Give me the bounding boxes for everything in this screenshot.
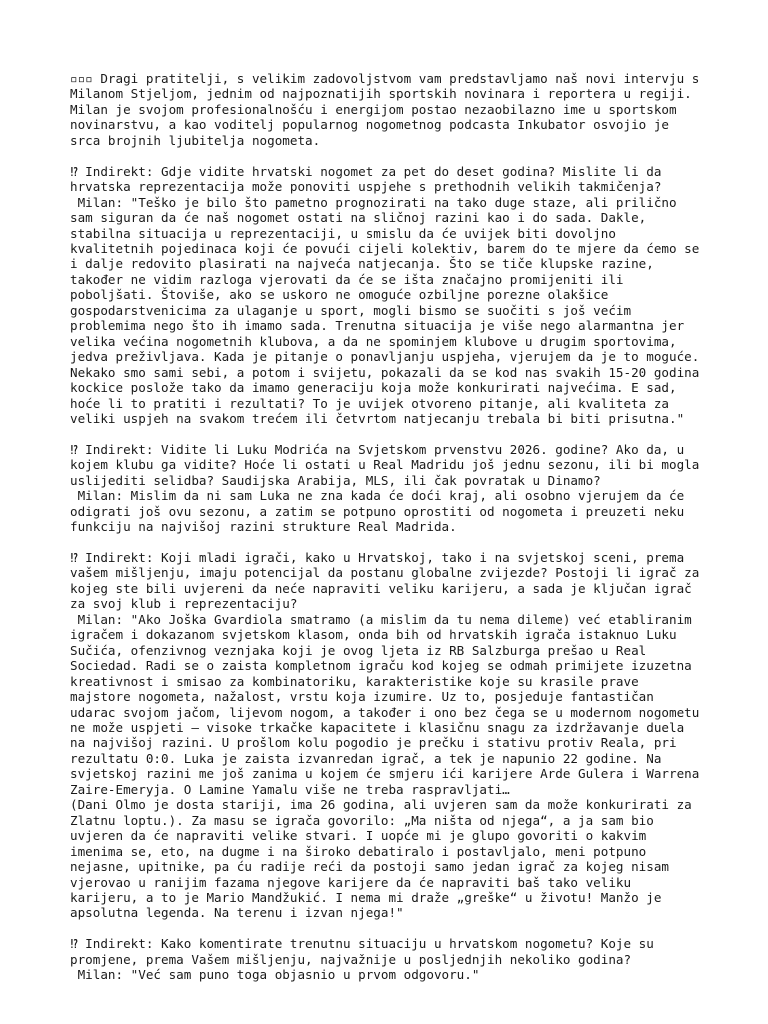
text-line: Zlatnu loptu.). Za masu se igrača govorilo: „Ma ništa od njega“, a ja sam bio (70, 812, 654, 828)
paragraph (70, 936, 710, 982)
text-line: promjene, prema Vašem mišljenju, najvažnije u posljednjih nekoliko godina? (70, 951, 632, 967)
text-line: za svoj klub i reprezentaciju? (70, 596, 298, 612)
text-line: majstore nogometa, nažalost, vrstu koja izumire. Uz to, posjeduje fantastičan (70, 689, 654, 705)
text-line: velika većina nogometnih klubova, a da ne spominjem klubove u drugim sportovima, (70, 333, 677, 349)
text-line: stabilna situacija u reprezentaciji, u smislu da će uvijek biti dovoljno (70, 225, 616, 241)
text-line: također ne vidim razloga vjerovati da će se išta značajno promijeniti ili (70, 271, 624, 287)
text-line: apsolutna legenda. Na terenu i izvan njega!" (70, 905, 404, 921)
text-line: sam siguran da će naš nogomet ostati na sličnoj razini kao i do sada. Dakle, (70, 210, 647, 226)
text-line: uvjeren da će napraviti velike stvari. I uopće mi je glupo govoriti o kakvim (70, 828, 647, 844)
text-line: Milan: "Već sam puno toga objasnio u prvom odgovoru." (70, 967, 480, 983)
text-line: novinarstvu, a kao voditelj popularnog nogometnog podcasta Inkubator osvojio je (70, 117, 669, 133)
text-line: jedva preživljava. Kada je pitanje o ponavljanju uspjeha, vjerujem da je to moguće. (70, 349, 700, 365)
text-line: veliki uspjeh na svakom trećem ili četvrtom natjecanju trebala bi biti prisutna." (70, 410, 685, 426)
text-line: poboljšati. Štoviše, ako se uskoro ne omoguće ozbiljne porezne olakšice (70, 287, 609, 303)
text-line: kojem klubu ga vidite? Hoće li ostati u Real Madridu još jednu sezonu, ili bi mogla (70, 457, 700, 473)
text-line: na najvišoj razini. U prošlom kolu pogodio je prečku i stativu protiv Reala, pri (70, 735, 677, 751)
text-line: kockice poslože tako da imamo generaciju koja može konkurirati najvećima. E sad, (70, 380, 677, 396)
text-line: funkciju na najvišoj razini strukture Real Madrida. (70, 519, 457, 535)
text-line: uslijediti selidba? Saudijska Arabija, MLS, ili čak povratak u Dinamo? (70, 472, 601, 488)
paragraph (70, 442, 710, 535)
text-line: odigrati još ovu sezonu, a zatim se potpuno oprostiti od nogometa i preuzeti neku (70, 503, 685, 519)
text-line: srca brojnih ljubitelja nogometa. (70, 132, 321, 148)
text-line: Sociedad. Radi se o zaista kompletnom igraču kod kojeg se odmah primijete izuzetna (70, 658, 692, 674)
text-line: Milan: "Teško je bilo što pametno prognozirati na tako duge staze, ali prilično (70, 194, 677, 210)
paragraph (70, 164, 710, 427)
paragraph (70, 71, 710, 148)
text-line: kojeg ste bili uvjereni da neće napraviti veliku karijeru, a sada je ključan igrač (70, 580, 692, 596)
text-line: udarac svojom jačom, lijevom nogom, a također i ono bez čega se u modernom nogometu (70, 704, 700, 720)
text-line: hoće li to pratiti i rezultati? To je uvijek otvoreno pitanje, ali kvaliteta za (70, 395, 669, 411)
text-line: ⁉ Indirekt: Vidite li Luku Modrića na Svjetskom prvenstvu 2026. godine? Ako da, u (70, 441, 685, 457)
text-line: Milan: Mislim da ni sam Luka ne zna kada će doći kraj, ali osobno vjerujem da će (70, 488, 685, 504)
text-line: imenima se, eto, na dugme i na široko debatiralo i postavljalo, meni potpuno (70, 843, 647, 859)
text-line: ⁉ Indirekt: Kako komentirate trenutnu situaciju u hrvatskom nogometu? Koje su (70, 936, 654, 952)
text-line: vjerovao u ranijim fazama njegove karijere da će napraviti baš tako veliku (70, 874, 632, 890)
text-line: svjetskoj razini me još zanima u kojem će smjeru ići karijere Arde Gulera i Warrena (70, 766, 700, 782)
text-line: (Dani Olmo je dosta stariji, ima 26 godina, ali uvjeren sam da može konkurirati za (70, 797, 692, 813)
text-line: ▫▫▫ Dragi pratitelji, s velikim zadovoljstvom vam predstavljamo naš novi intervju s (70, 71, 700, 86)
text-line: Nekako smo sami sebi, a potom i svijetu, pokazali da se kod nas svakih 15-20 godina (70, 364, 700, 380)
text-line: i dalje redovito plasirati na najveća natjecanja. Što se tiče klupske razine, (70, 256, 654, 272)
text-line: karijeru, a to je Mario Mandžukić. I nema mi draže „greške“ u životu! Manžo je (70, 889, 662, 905)
text-line: Milanom Stjeljom, jednim od najpoznatijih sportskih novinara i reportera u regiji. (70, 86, 692, 102)
text-line: Milan je svojom profesionalnošću i energijom postao nezaobilazno ime u sportskom (70, 101, 677, 117)
text-line: ⁉ Indirekt: Gdje vidite hrvatski nogomet za pet do deset godina? Mislite li da (70, 163, 662, 179)
text-line: rezultatu 0:0. Luka je zaista izvanredan igrač, a tek je napunio 22 godine. Na (70, 750, 662, 766)
text-line: ⁉ Indirekt: Koji mladi igrači, kako u Hrvatskoj, tako i na svjetskoj sceni, prema (70, 550, 685, 565)
text-line: Zaire-Emeryja. O Lamine Yamalu više ne treba raspravljati… (70, 781, 510, 797)
text-line: igračem i dokazanom svjetskom klasom, onda bih od hrvatskih igrača istaknuo Luku (70, 627, 677, 643)
text-line: ne može uspjeti – visoke trkačke kapacitete i klasičnu snagu za izdržavanje duela (70, 719, 685, 735)
text-line: Sučića, ofenzivnog veznjaka koji je ovog ljeta iz RB Salzburga prešao u Real (70, 642, 647, 658)
paragraph (70, 550, 710, 921)
text-line: nejasne, upitnike, pa ću radije reći da postoji samo jedan igrač za kojeg nisam (70, 859, 669, 875)
text-line: hrvatska reprezentacija može ponoviti uspjehe s prethodnih velikih takmičenja? (70, 179, 662, 195)
document-body (70, 71, 710, 998)
text-line: gospodarstvenicima za ulaganje u sport, mogli bismo se suočiti s još većim (70, 302, 632, 318)
text-line: vašem mišljenju, imaju potencijal da postanu globalne zvijezde? Postoji li igrač za (70, 565, 700, 581)
text-line: Milan: "Ako Joška Gvardiola smatramo (a mislim da tu nema dileme) već etabliranim (70, 611, 692, 627)
text-line: kvalitetnih pojedinaca koji će povući cijeli kolektiv, barem do te mjere da ćemo se (70, 240, 700, 256)
text-line: kreativnost i smisao za kombinatoriku, karakteristike koje su krasile prave (70, 673, 639, 689)
text-line: problemima nego što ih imamo sada. Trenutna situacija je više nego alarmantna jer (70, 318, 685, 334)
